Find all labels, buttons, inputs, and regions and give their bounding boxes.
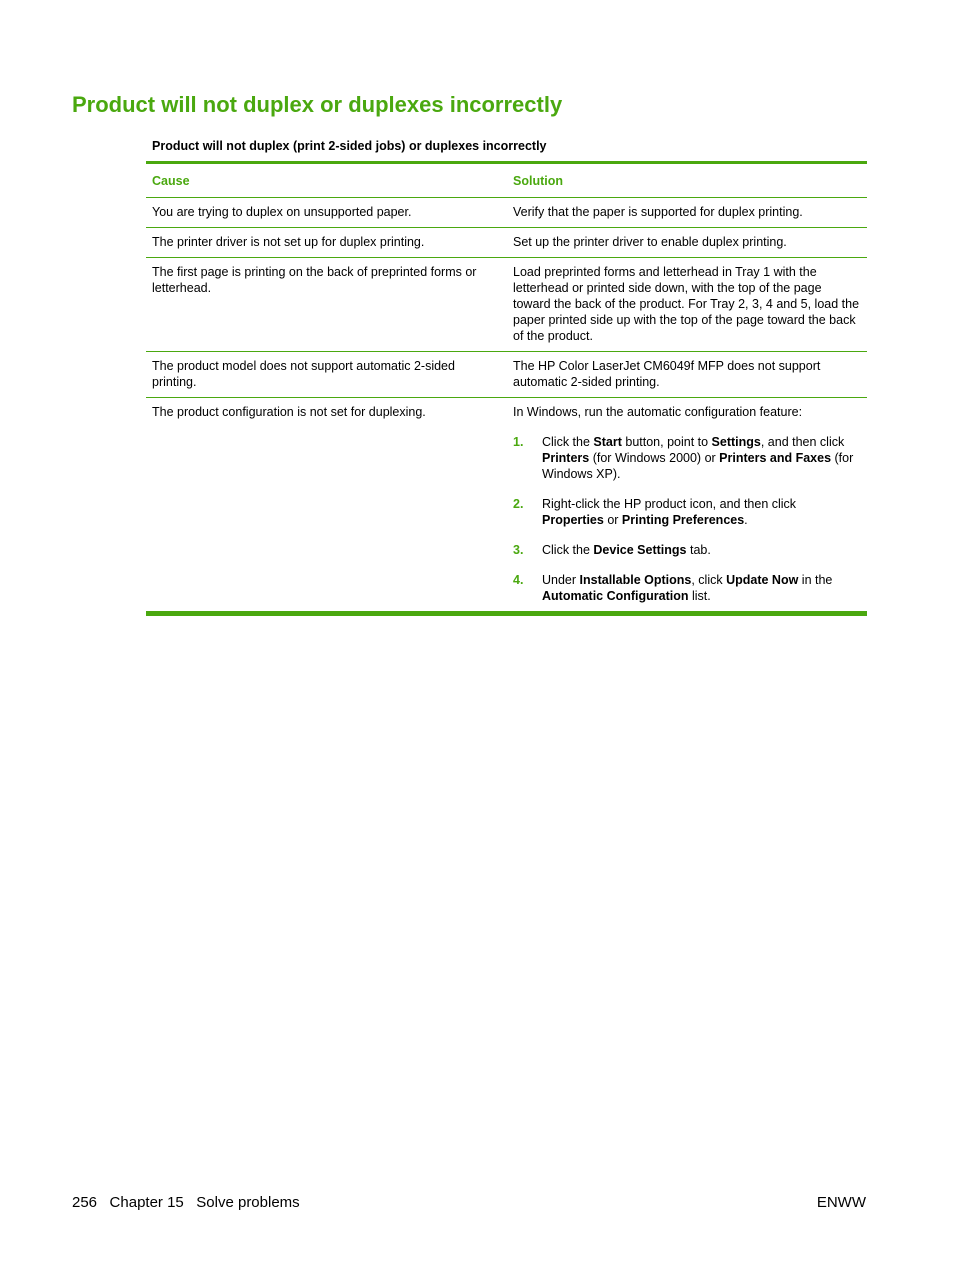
- step-item: [513, 496, 861, 528]
- troubleshooting-table: [146, 161, 867, 616]
- section-label: Solve problems: [196, 1194, 300, 1211]
- solution-cell: The HP Color LaserJet CM6049f MFP does not support automatic 2-sided printing.: [513, 359, 821, 389]
- cause-cell: The first page is printing on the back of preprinted forms or letterhead.: [152, 265, 477, 295]
- configuration-steps: [513, 434, 861, 604]
- table-row: [146, 227, 867, 257]
- cause-cell: The product model does not support automatic 2-sided printing.: [152, 359, 455, 389]
- table-row: [146, 351, 867, 397]
- step-number: 1.: [513, 435, 524, 449]
- solution-intro: In Windows, run the automatic configuration feature:: [513, 405, 803, 419]
- cause-cell: The product configuration is not set for duplexing.: [152, 405, 426, 419]
- header-cause: Cause: [152, 173, 190, 188]
- page-footer-right: ENWW: [816, 1194, 866, 1211]
- step-number: 2.: [513, 497, 524, 511]
- step-item: [513, 434, 861, 482]
- solution-cell: Set up the printer driver to enable duplex printing.: [513, 235, 787, 249]
- page-number: 256: [72, 1194, 98, 1211]
- step-number: 3.: [513, 543, 524, 557]
- table-row: [146, 257, 867, 351]
- header-solution: Solution: [513, 173, 563, 188]
- page-footer-left: [72, 1194, 300, 1211]
- step-text: Click the Device Settings tab.: [542, 543, 711, 557]
- step-text: Under Installable Options, click Update Now in the Automatic Configuration list.: [542, 573, 833, 603]
- cause-cell: The printer driver is not set up for duplex printing.: [152, 235, 425, 249]
- solution-cell: [507, 398, 867, 611]
- step-item: [513, 572, 861, 604]
- table-row: [146, 197, 867, 227]
- table-caption: Product will not duplex (print 2-sided jobs) or duplexes incorrectly: [152, 139, 547, 153]
- cause-cell: You are trying to duplex on unsupported paper.: [152, 205, 412, 219]
- page-title: Product will not duplex or duplexes incorrectly: [72, 92, 563, 117]
- step-text: Click the Start button, point to Settings, and then click Printers (for Windows 2000) or Printers and Faxes (for Windows XP).: [542, 435, 854, 481]
- table-row: [146, 397, 867, 611]
- step-number: 4.: [513, 573, 524, 587]
- chapter-label: Chapter 15: [109, 1194, 184, 1211]
- step-text: Right-click the HP product icon, and then click Properties or Printing Preferences.: [542, 497, 797, 527]
- solution-cell: Load preprinted forms and letterhead in Tray 1 with the letterhead or printed side down, with the top of the page toward the back of the product. For Tray 2, 3, 4 and 5, load the paper printed side up with the top of the page toward the back of the product.: [513, 265, 860, 343]
- step-item: [513, 542, 861, 558]
- table-header-row: [146, 164, 867, 197]
- solution-cell: Verify that the paper is supported for duplex printing.: [513, 205, 803, 219]
